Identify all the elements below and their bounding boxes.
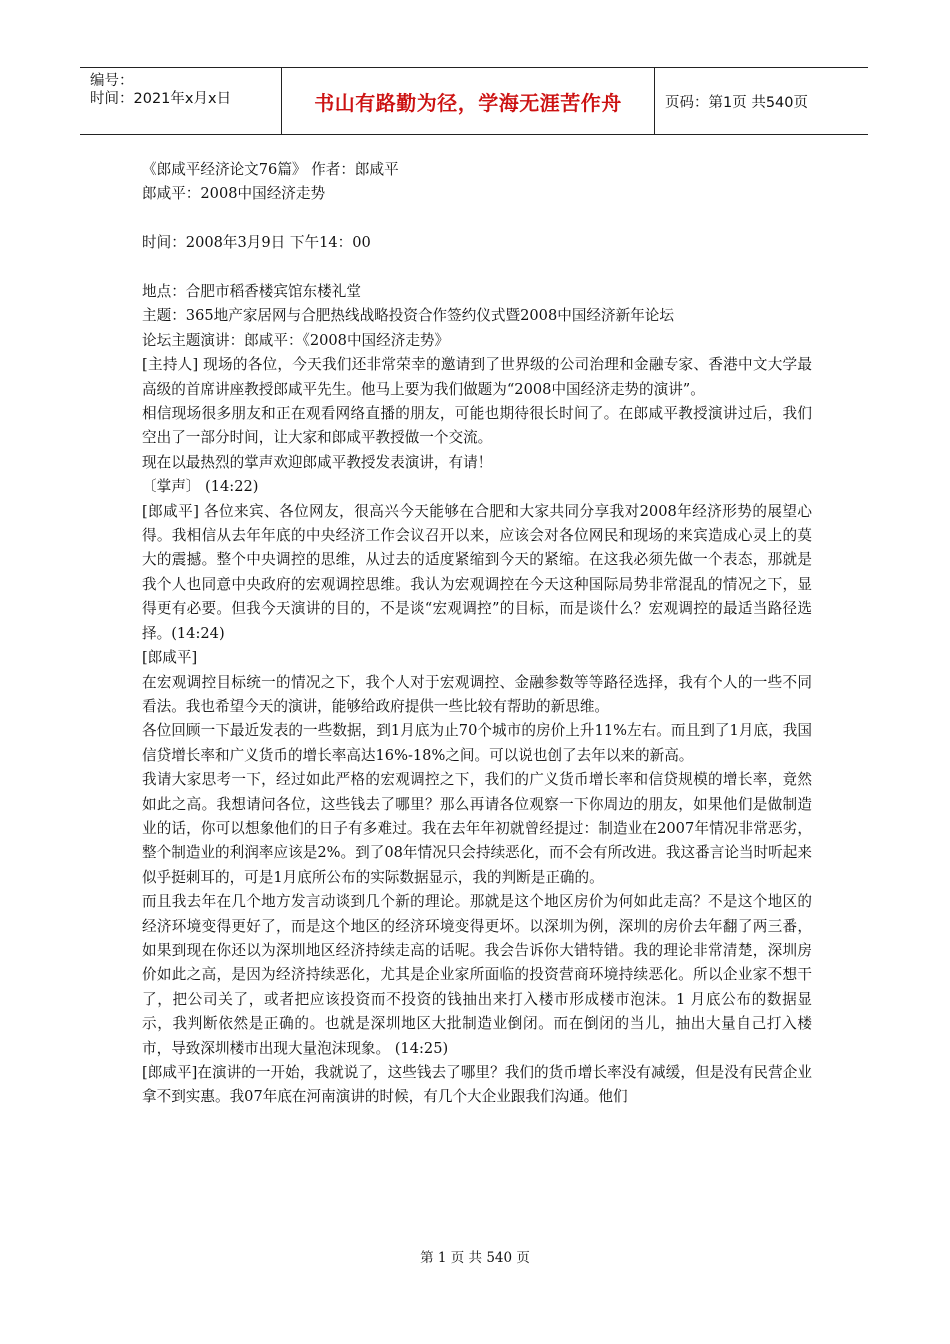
blank-line [142,207,812,231]
header-motto: 书山有路勤为径，学海无涯苦作舟 [281,68,655,134]
document-body [142,158,812,1110]
page-header [80,67,868,135]
paragraph: 时间：2008年3月9日 下午14：00 [142,234,371,252]
paragraph: [郎咸平] 各位来宾、各位网友，很高兴今天能够在合肥和大家共同分享我对2008年经济形势的展望心得。我相信从去年年底的中央经济工作会议召开以来，应该会对各位网民和现场的来宾造成心灵上的莫大的震撼。整个中央调控的思维，从过去的适度紧缩到今天的紧缩。在这我必须先做一个表态，那就是我个人也同意中央政府的宏观调控思维。我认为宏观调控在今天这种国际局势非常混乱的情况之下，显得更有必要。但我今天演讲的目的，不是谈“宏观调控”的目标，而是谈什么？宏观调控的最适当路径选择。(14:24) [142,502,812,642]
paragraph: 各位回顾一下最近发表的一些数据，到1月底为止70个城市的房价上升11%左右。而且到了1月底，我国信贷增长率和广义货币的增长率高达16%-18%之间。可以说也创了去年以来的新高。 [142,722,812,764]
paragraph: 现在以最热烈的掌声欢迎郎咸平教授发表演讲，有请！ [142,453,493,471]
time-label: 时间：2021年x月x日 [90,91,232,107]
paragraph: 地点：合肥市稻香楼宾馆东楼礼堂 [142,283,361,300]
paragraph: 我请大家思考一下，经过如此严格的宏观调控之下，我们的广义货币增长率和信贷规模的增长率，竟然如此之高。我想请问各位，这些钱去了哪里？那么再请各位观察一下你周边的朋友，如果他们是做制造业的话，你可以想象他们的日子有多难过。我在去年年初就曾经提过：制造业在2007年情况非常恶劣，整个制造业的利润率应该是2%。到了08年情况只会持续恶化，而不会有所改进。我这番言论当时听起来似乎挺刺耳的，可是1月底所公布的实际数据显示，我的判断是正确的。 [142,771,812,886]
paragraph: 主题：365地产家居网与合肥热线战略投资合作签约仪式暨2008中国经济新年论坛 [142,307,674,325]
paragraph: 而且我去年在几个地方发言动谈到几个新的理论。那就是这个地区房价为何如此走高？不是这个地区的经济环境变得更好了，而是这个地区的经济环境变得更坏。以深圳为例，深圳的房价去年翻了两三番，如果到现在你还以为深圳地区经济持续走高的话呢。我会告诉你大错特错。我的理论非常清楚，深圳房价如此之高，是因为经济持续恶化，尤其是企业家所面临的投资营商环境持续恶化。所以企业家不想干了，把公司关了，或者把应该投资而不投资的钱抽出来打入楼市形成楼市泡沫。1 月底公布的数据显示，我判断依然是正确的。也就是深圳地区大批制造业倒闭。而在倒闭的当儿，抽出大量自己打入楼市，导致深圳楼市出现大量泡沫现象。 (14:25) [142,893,812,1057]
paragraph: 〔掌声〕 (14:22) [142,478,259,496]
paragraph: 郎咸平：2008中国经济走势 [142,185,326,203]
paragraph: [郎咸平] [142,649,198,667]
blank-line [142,256,812,280]
header-meta [80,68,281,134]
page-footer: 第 1 页 共 540 页 [420,1250,530,1266]
header-page-info: 页码：第1页 共540页 [665,94,809,111]
paragraph: 《郎咸平经济论文76篇》 作者：郎咸平 [142,161,399,178]
paragraph: [郎咸平]在演讲的一开始，我就说了，这些钱去了哪里？我们的货币增长率没有减缓，但是没有民营企业拿不到实惠。我07年底在河南演讲的时候，有几个大企业跟我们沟通。他们 [142,1064,812,1106]
paragraph: 论坛主题演讲：郎咸平：《2008中国经济走势》 [142,331,450,349]
number-label: 编号： [90,73,134,89]
paragraph: [主持人] 现场的各位，今天我们还非常荣幸的邀请到了世界级的公司治理和金融专家、香港中文大学最高级的首席讲座教授郎咸平先生。他马上要为我们做题为“2008中国经济走势的演讲”。 [142,356,812,398]
paragraph: 相信现场很多朋友和正在观看网络直播的朋友，可能也期待很长时间了。在郎咸平教授演讲过后，我们空出了一部分时间，让大家和郎咸平教授做一个交流。 [142,405,812,447]
paragraph: 在宏观调控目标统一的情况之下，我个人对于宏观调控、金融参数等等路径选择，我有个人的一些不同看法。我也希望今天的演讲，能够给政府提供一些比较有帮助的新思维。 [142,673,812,715]
